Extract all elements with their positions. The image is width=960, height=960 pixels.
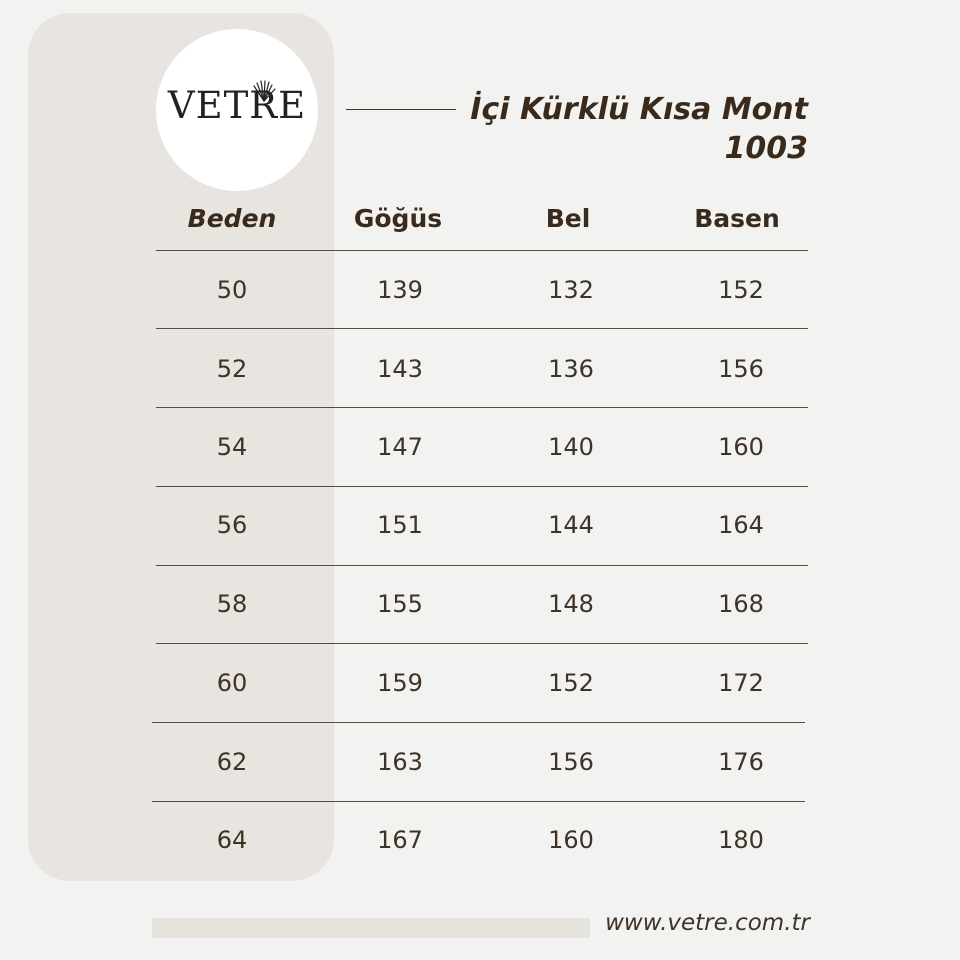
row-divider — [156, 328, 808, 329]
cell-beden: 64 — [216, 826, 248, 854]
cell-basen: 152 — [718, 276, 764, 304]
cell-bel: 160 — [548, 826, 594, 854]
row-divider — [156, 565, 808, 566]
header-basen: Basen — [694, 204, 780, 233]
cell-basen: 180 — [718, 826, 764, 854]
footer-bar — [152, 918, 590, 938]
cell-gogus: 155 — [377, 590, 423, 618]
cell-bel: 140 — [548, 433, 594, 461]
cell-bel: 152 — [548, 669, 594, 697]
cell-basen: 156 — [718, 355, 764, 383]
header-gogus: Göğüs — [353, 204, 443, 233]
cell-bel: 156 — [548, 748, 594, 776]
row-divider — [156, 486, 808, 487]
row-divider — [156, 643, 808, 644]
table-row — [0, 349, 960, 389]
header-beden: Beden — [187, 204, 277, 233]
cell-beden: 56 — [216, 511, 248, 539]
cell-beden: 50 — [216, 276, 248, 304]
row-divider — [152, 722, 805, 723]
table-row — [0, 270, 960, 310]
cell-beden: 54 — [216, 433, 248, 461]
cell-basen: 164 — [718, 511, 764, 539]
cell-bel: 148 — [548, 590, 594, 618]
cell-gogus: 143 — [377, 355, 423, 383]
product-title — [428, 90, 808, 168]
website-link[interactable]: www.vetre.com.tr — [605, 910, 810, 936]
table-row — [0, 663, 960, 703]
table-row — [0, 505, 960, 545]
product-code: 1003 — [724, 131, 808, 166]
row-divider — [156, 250, 808, 251]
table-row — [0, 820, 960, 860]
table-row — [0, 742, 960, 782]
cell-beden: 52 — [216, 355, 248, 383]
brand-logo — [156, 29, 318, 191]
cell-beden: 60 — [216, 669, 248, 697]
cell-basen: 172 — [718, 669, 764, 697]
row-divider — [152, 801, 805, 802]
cell-beden: 58 — [216, 590, 248, 618]
cell-bel: 132 — [548, 276, 594, 304]
cell-gogus: 147 — [377, 433, 423, 461]
table-row — [0, 584, 960, 624]
row-divider — [156, 407, 808, 408]
logo-wordmark: VETRE — [167, 84, 307, 127]
table-row — [0, 427, 960, 467]
cell-basen: 176 — [718, 748, 764, 776]
cell-gogus: 163 — [377, 748, 423, 776]
cell-gogus: 139 — [377, 276, 423, 304]
cell-gogus: 159 — [377, 669, 423, 697]
header-bel: Bel — [545, 204, 591, 233]
product-name: İçi Kürklü Kısa Mont — [470, 92, 808, 127]
cell-bel: 144 — [548, 511, 594, 539]
cell-basen: 168 — [718, 590, 764, 618]
cell-gogus: 167 — [377, 826, 423, 854]
cell-gogus: 151 — [377, 511, 423, 539]
cell-basen: 160 — [718, 433, 764, 461]
palm-fan-icon — [252, 80, 276, 102]
cell-bel: 136 — [548, 355, 594, 383]
cell-beden: 62 — [216, 748, 248, 776]
